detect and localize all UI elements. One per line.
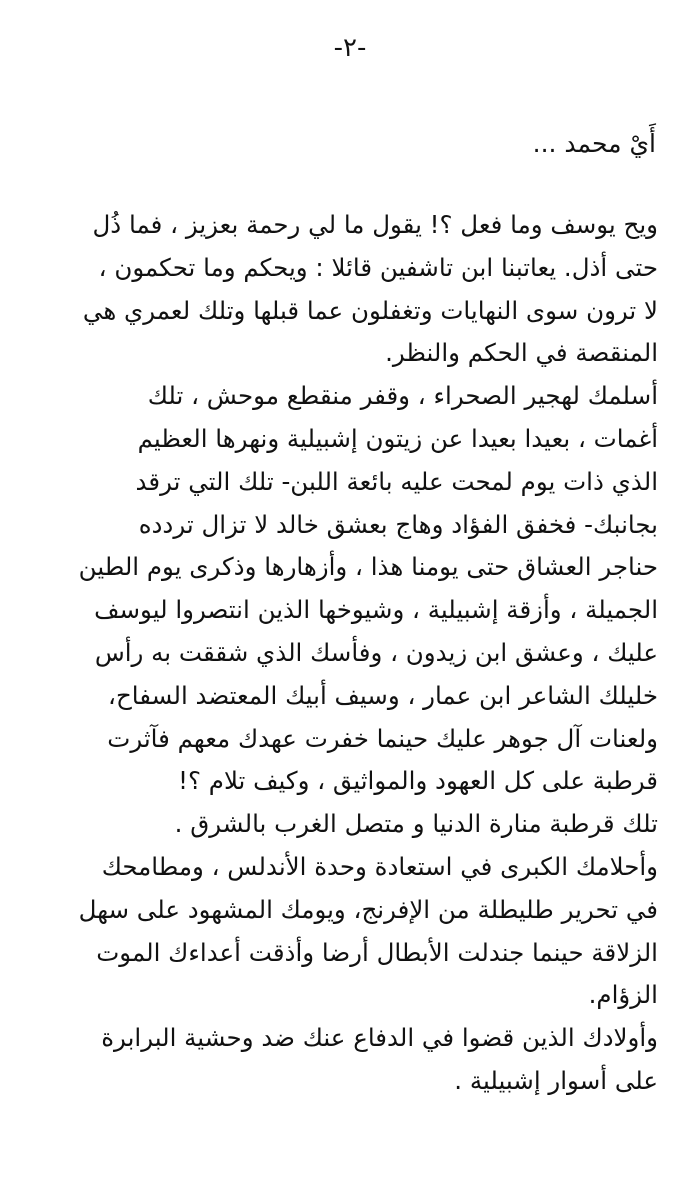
text-line: المنقصة في الحكم والنظر. (385, 338, 658, 368)
text-line: تلك قرطبة منارة الدنيا و متصل الغرب بالشرق . (174, 809, 658, 839)
text-line: في تحرير طليطلة من الإفرنج، ويومك المشهود على سهل (78, 894, 658, 924)
text-line: ويح يوسف وما فعل ؟! يقول ما لي رحمة بعزيز ، فما ذُل (92, 210, 658, 239)
text-line: بجانبك- فخفق الفؤاد وهاج بعشق خالد لا تزال تردده (138, 509, 658, 539)
salutation: أَيْ محمد ... (532, 129, 656, 158)
text-line: عليك ، وعشق ابن زيدون ، وفأسك الذي شققت به رأس (94, 637, 658, 667)
text-line: وأولادك الذين قضوا في الدفاع عنك ضد وحشية البرابرة (101, 1023, 658, 1053)
text-line: الجميلة ، وأزقة إشبيلية ، وشيوخها الذين انتصروا ليوسف (94, 595, 658, 625)
text-line: خليلك الشاعر ابن عمار ، وسيف أبيك المعتضد السفاح، (108, 680, 658, 710)
text-line: لا ترون سوى النهايات وتغفلون عما قبلها وتلك لعمري هي (82, 295, 658, 325)
text-line: حناجر العشاق حتى يومنا هذا ، وأزهارها وذكرى يوم الطين (78, 552, 658, 582)
text-line: حتى أذل. يعاتبنا ابن تاشفين قائلا : ويحكم وما تحكمون ، (98, 252, 658, 282)
text-line: الذي ذات يوم لمحت عليه بائعة اللبن- تلك التي ترقد (135, 466, 658, 496)
text-line: الزلاقة حينما جندلت الأبطال أرضا وأذقت أعداءك الموت (96, 937, 658, 967)
text-line: أسلمك لهجير الصحراء ، وقفر منقطع موحش ، تلك (147, 381, 658, 411)
page-number: -٢- (333, 33, 367, 63)
text-line: أغمات ، بعيدا بعيدا عن زيتون إشبيلية ونهرها العظيم (137, 423, 658, 453)
text-line: على أسوار إشبيلية . (454, 1065, 658, 1095)
text-line: وأحلامك الكبرى في استعادة وحدة الأندلس ، ومطامحك (101, 851, 658, 881)
text-line: قرطبة على كل العهود والمواثيق ، وكيف تلام ؟! (178, 766, 658, 796)
text-line: ولعنات آل جوهر عليك حينما خفرت عهدك معهم فآثرت (107, 723, 658, 753)
body-text (28, 204, 658, 1103)
text-line: الزؤام. (588, 980, 658, 1010)
